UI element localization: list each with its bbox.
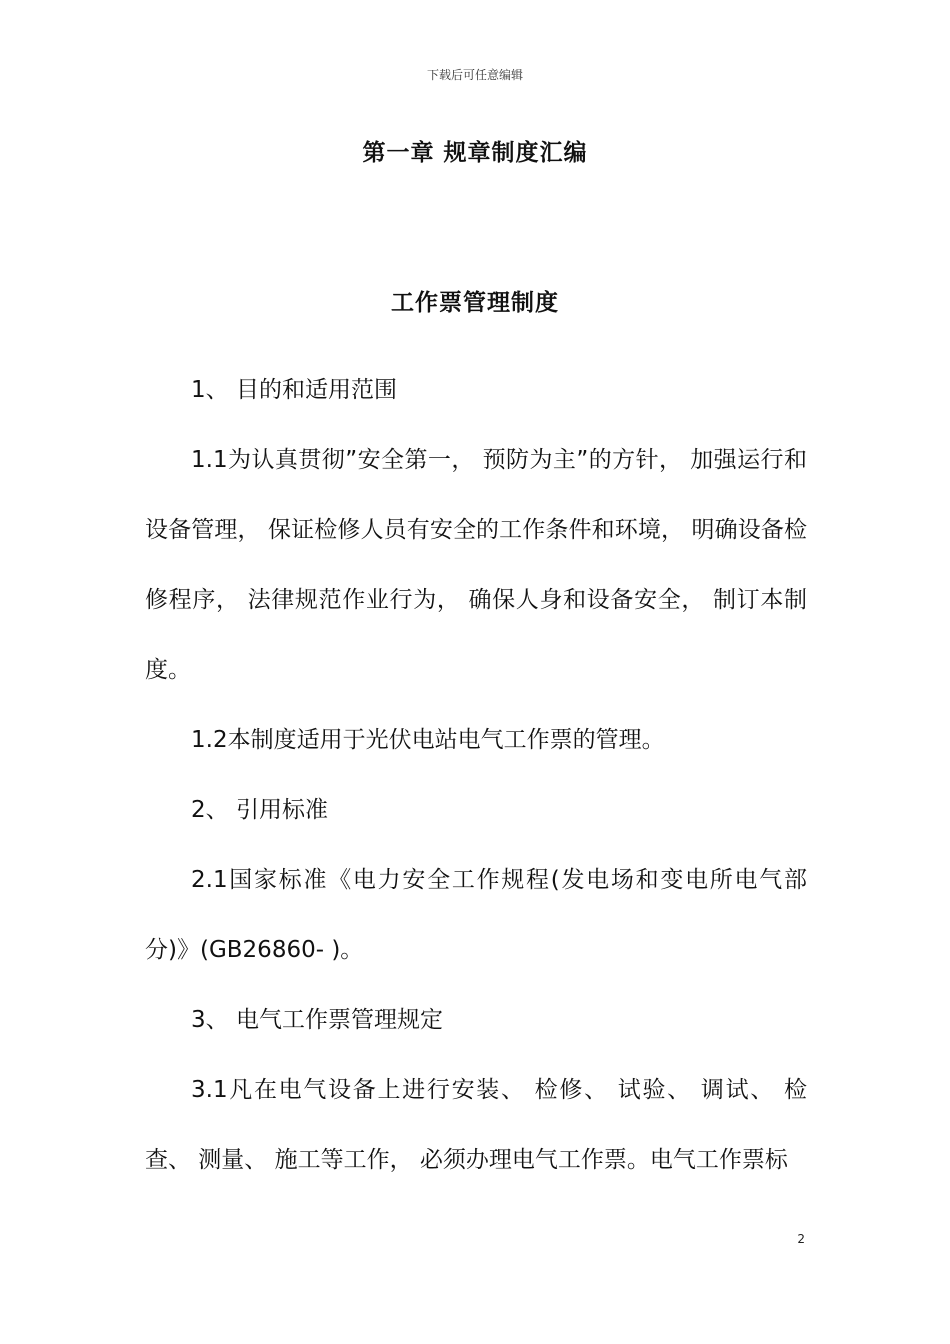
page-number: 2: [797, 1232, 805, 1246]
paragraph-3-heading: 3、 电气工作票管理规定: [191, 1007, 443, 1033]
paragraph-2-heading: 2、 引用标准: [191, 797, 328, 823]
paragraph-3-1: 3.1凡在电气设备上进行安装、 检修、 试验、 调试、 检查、 测量、 施工等工作， 必须办理电气工作票。电气工作票标: [145, 1077, 807, 1173]
chapter-title: 第一章 规章制度汇编: [362, 140, 588, 166]
paragraph-2-1: 2.1国家标准《电力安全工作规程(发电场和变电所电气部分)》(GB26860- )。: [145, 867, 807, 963]
paragraph-1-1: 1.1为认真贯彻”安全第一， 预防为主”的方针， 加强运行和设备管理， 保证检修人员有安全的工作条件和环境， 明确设备检修程序， 法律规范作业行为， 确保人身和设备安全， 制订本制度。: [145, 447, 807, 683]
paragraph-1-2: 1.2本制度适用于光伏电站电气工作票的管理。: [191, 727, 665, 753]
header-note: 下载后可任意编辑: [426, 68, 523, 82]
document-body: [145, 355, 807, 1195]
section-title: 工作票管理制度: [391, 290, 559, 316]
paragraph-1-heading: 1、 目的和适用范围: [191, 377, 397, 403]
